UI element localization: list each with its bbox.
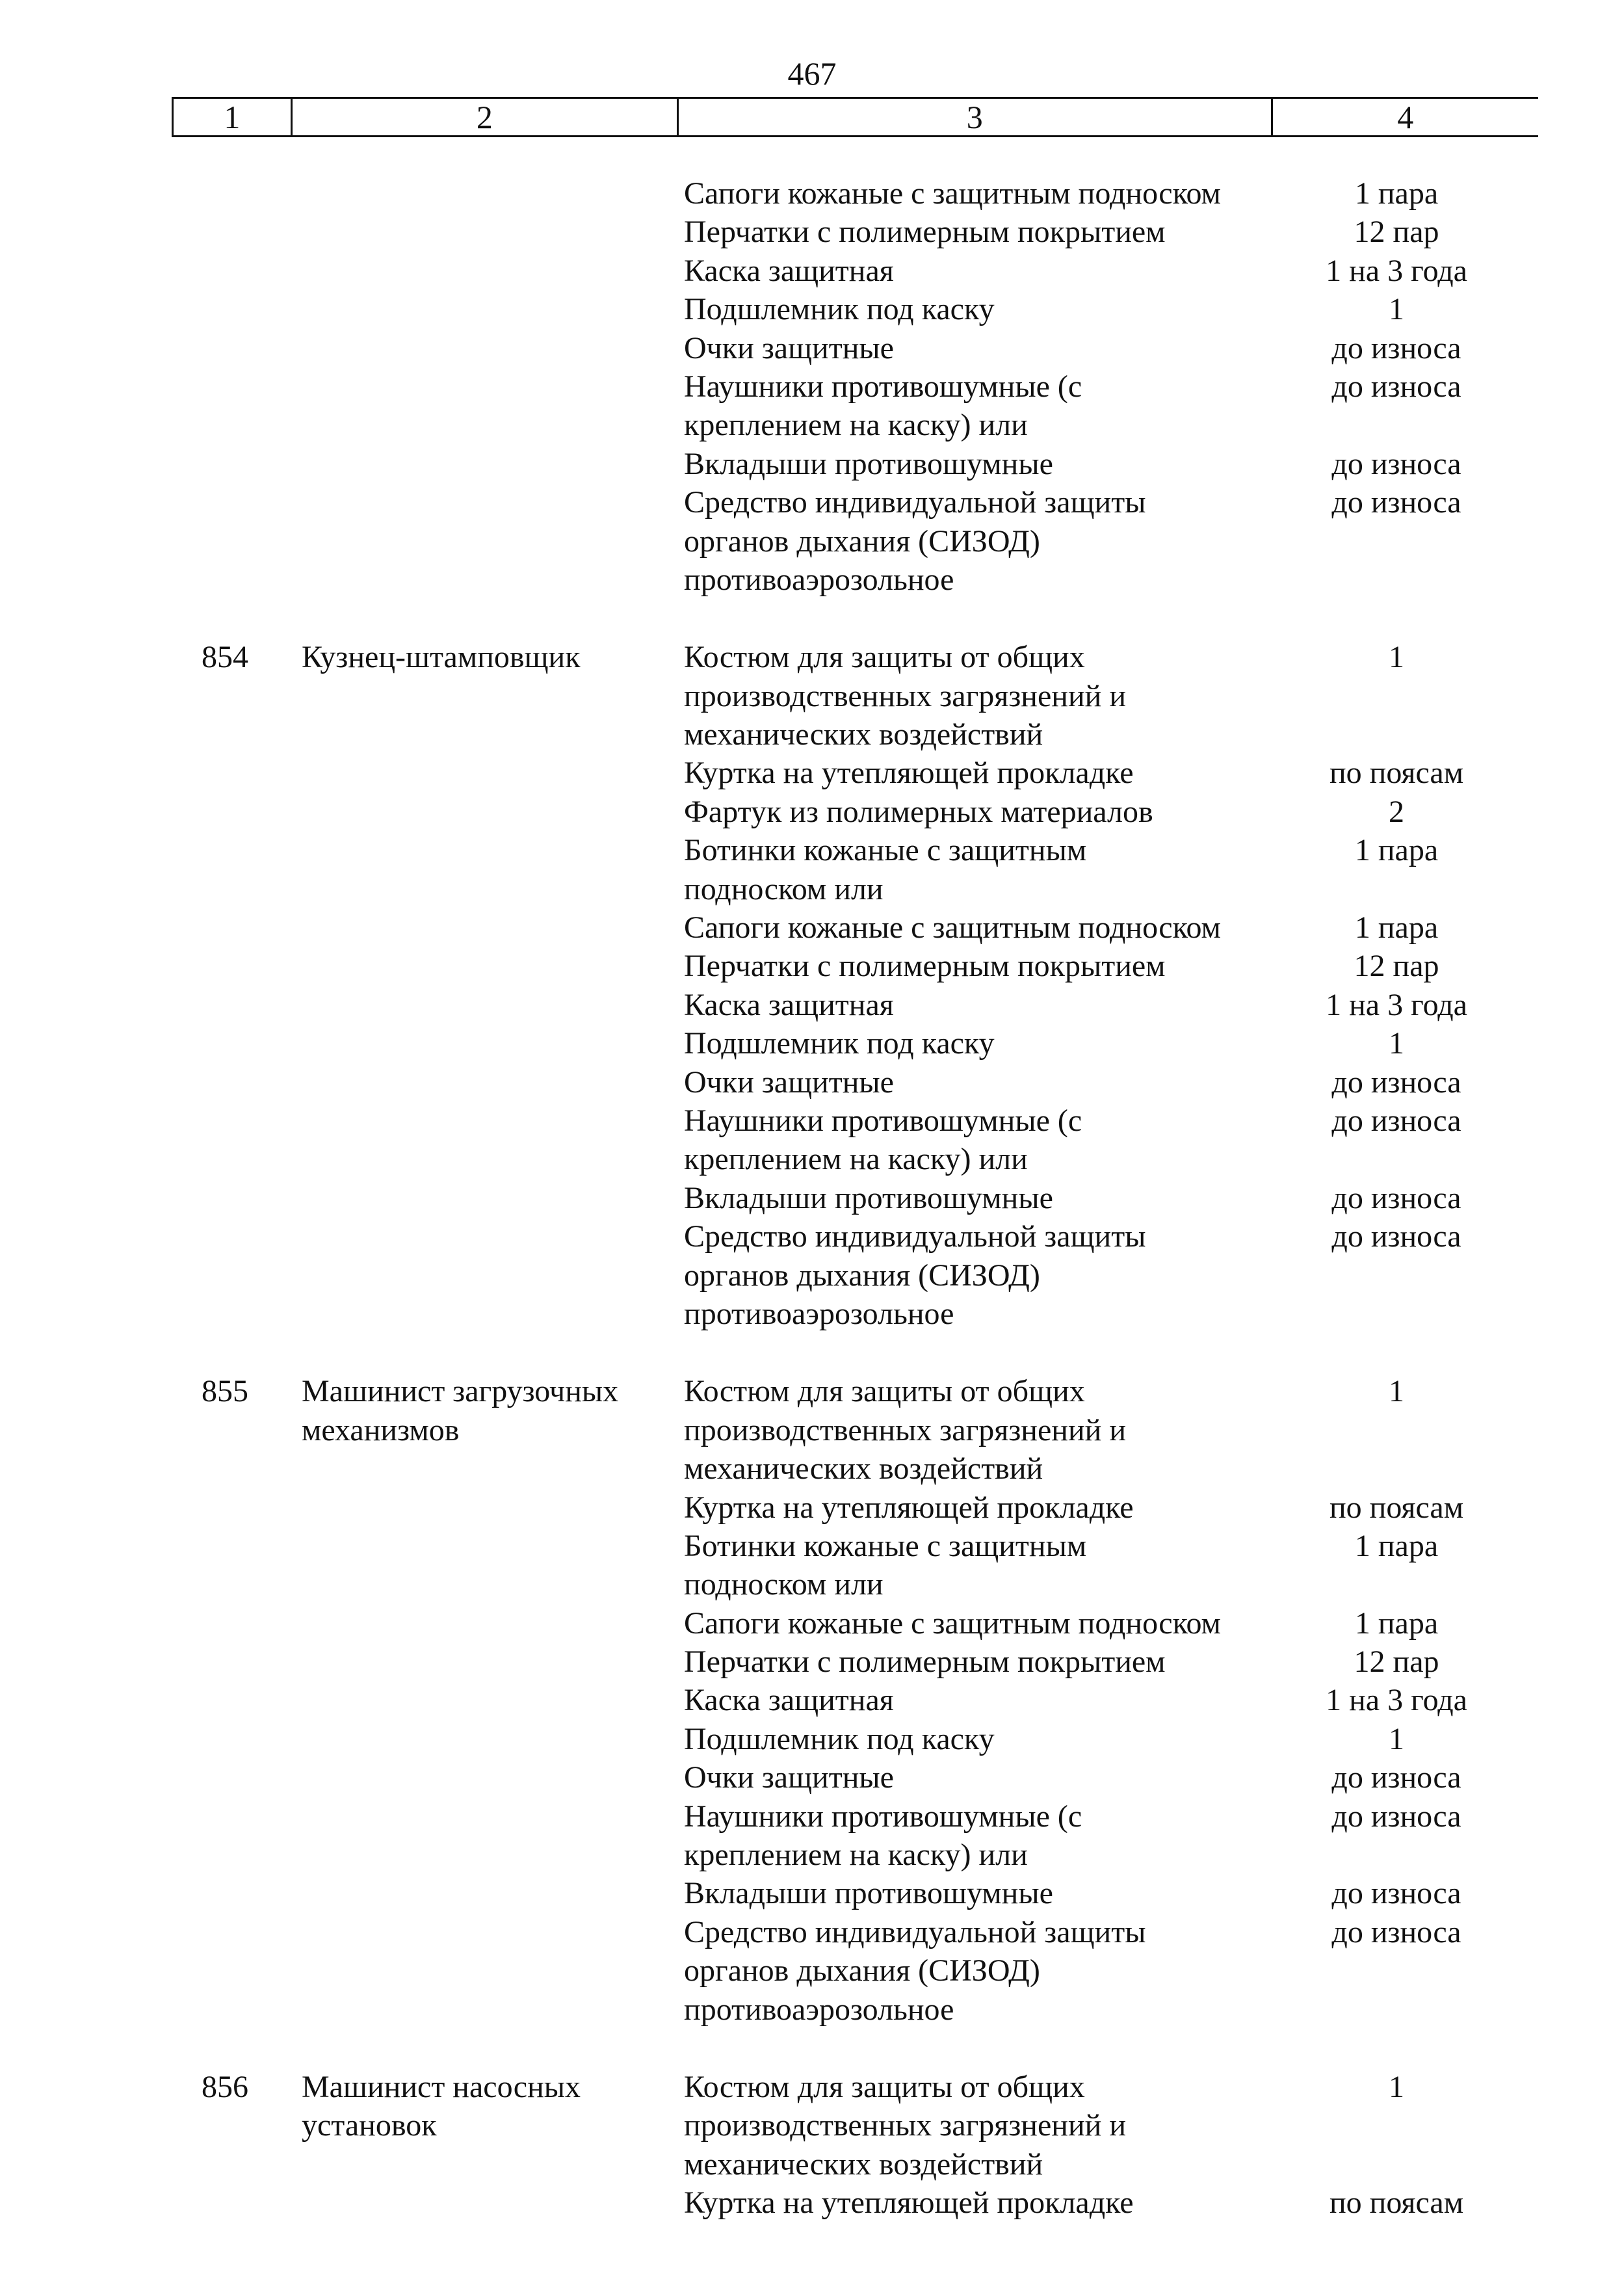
table-row xyxy=(0,1604,1624,1643)
item-name: креплением на каску) или xyxy=(684,1142,1028,1177)
table-row xyxy=(0,290,1624,328)
item-name: Костюм для защиты от общих xyxy=(684,1374,1085,1409)
table-row xyxy=(0,2145,1624,2184)
item-name: противоаэрозольное xyxy=(684,1992,954,2027)
norm-text: 1 xyxy=(1389,640,1404,675)
page-number: 467 xyxy=(787,55,837,92)
item-name: механических воздействий xyxy=(684,1451,1043,1486)
entry-number: 856 xyxy=(202,2069,248,2104)
table-row xyxy=(0,947,1624,985)
item-name: Каска защитная xyxy=(684,1683,894,1718)
norm-text: 12 пар xyxy=(1354,949,1439,984)
norm-text: 1 xyxy=(1389,1374,1404,1409)
profession-name: Кузнец-штамповщик xyxy=(302,640,581,675)
item-name: Каска защитная xyxy=(684,253,894,288)
table-row xyxy=(0,252,1624,290)
item-name: Вкладыши противошумные xyxy=(684,1876,1053,1911)
table-row xyxy=(0,406,1624,444)
table-row xyxy=(0,445,1624,483)
item-name: Ботинки кожаные с защитным xyxy=(684,833,1087,868)
norm-text: по поясам xyxy=(1329,2185,1464,2221)
table-row xyxy=(0,483,1624,521)
norm-text: 1 xyxy=(1389,1721,1404,1756)
table-row xyxy=(0,908,1624,947)
section-spacer xyxy=(0,1333,1624,1372)
table-row xyxy=(0,870,1624,908)
item-name: Наушники противошумные (с xyxy=(684,369,1082,404)
item-name: противоаэрозольное xyxy=(684,562,954,597)
table-row xyxy=(0,754,1624,792)
item-name: Подшлемник под каску xyxy=(684,1026,995,1061)
table-row xyxy=(0,986,1624,1024)
table-row xyxy=(0,1643,1624,1681)
item-name: подноском или xyxy=(684,1567,884,1602)
table-row xyxy=(0,1102,1624,1140)
column-header-1: 1 xyxy=(174,99,293,135)
table-row xyxy=(0,2184,1624,2222)
norm-text: до износа xyxy=(1331,1180,1461,1215)
norm-text: 1 xyxy=(1389,292,1404,327)
item-name: Перчатки с полимерным покрытием xyxy=(684,949,1166,984)
table-row xyxy=(0,213,1624,251)
norm-text: 1 на 3 года xyxy=(1326,987,1467,1022)
column-header-4: 4 xyxy=(1397,99,1414,135)
table-row xyxy=(0,522,1624,561)
norm-text: до износа xyxy=(1331,1914,1461,1949)
item-name: Сапоги кожаные с защитным подноском xyxy=(684,910,1221,945)
item-name: Средство индивидуальной защиты xyxy=(684,485,1146,520)
table-row xyxy=(0,1565,1624,1603)
norms-table-body xyxy=(0,174,1624,2223)
item-name: Очки защитные xyxy=(684,1064,894,1100)
entry-number: 855 xyxy=(202,1374,248,1409)
item-name: Вкладыши противошумные xyxy=(684,446,1053,481)
table-row xyxy=(0,329,1624,367)
table-row xyxy=(0,638,1624,676)
item-name: Средство индивидуальной защиты xyxy=(684,1914,1146,1949)
norm-text: до износа xyxy=(1331,1799,1461,1834)
item-name: противоаэрозольное xyxy=(684,1296,954,1331)
item-name: Каска защитная xyxy=(684,987,894,1022)
item-name: Сапоги кожаные с защитным подноском xyxy=(684,176,1221,211)
norm-text: до износа xyxy=(1331,1760,1461,1795)
item-name: Наушники противошумные (с xyxy=(684,1103,1082,1138)
table-row xyxy=(0,1681,1624,1719)
table-row xyxy=(0,1217,1624,1256)
table-row xyxy=(0,1256,1624,1295)
table-row xyxy=(0,1527,1624,1565)
table-row xyxy=(0,1295,1624,1333)
norm-text: 1 пара xyxy=(1354,833,1439,868)
item-name: Перчатки с полимерным покрытием xyxy=(684,1644,1166,1680)
norm-text: 1 xyxy=(1389,2069,1404,2104)
profession-name: Машинист насосных xyxy=(302,2069,581,2104)
norm-text: 12 пар xyxy=(1354,1644,1439,1680)
norm-text: 1 на 3 года xyxy=(1326,253,1467,288)
norm-text: до износа xyxy=(1331,446,1461,481)
item-name: органов дыхания (СИЗОД) xyxy=(684,523,1040,559)
item-name: Куртка на утепляющей прокладке xyxy=(684,1490,1134,1525)
item-name: органов дыхания (СИЗОД) xyxy=(684,1258,1040,1293)
norm-text: 1 пара xyxy=(1354,910,1439,945)
norm-text: до износа xyxy=(1331,369,1461,404)
item-name: Очки защитные xyxy=(684,330,894,365)
table-row xyxy=(0,561,1624,599)
table-row xyxy=(0,1836,1624,1874)
item-name: Фартук из полимерных материалов xyxy=(684,794,1153,829)
table-row xyxy=(0,1913,1624,1951)
table-row xyxy=(0,2106,1624,2144)
column-header-3: 3 xyxy=(679,99,1273,135)
table-row xyxy=(0,1179,1624,1217)
item-name: Костюм для защиты от общих xyxy=(684,2069,1085,2104)
item-name: Подшлемник под каску xyxy=(684,1721,995,1756)
norm-text: до износа xyxy=(1331,330,1461,365)
norm-text: 12 пар xyxy=(1354,215,1439,250)
norm-text: по поясам xyxy=(1329,756,1464,791)
entry-number: 854 xyxy=(202,640,248,675)
norm-text: 1 xyxy=(1389,1026,1404,1061)
profession-name: Машинист загрузочных xyxy=(302,1374,619,1409)
norm-text: 2 xyxy=(1389,794,1404,829)
profession-name: установок xyxy=(302,2108,437,2143)
item-name: Куртка на утепляющей прокладке xyxy=(684,756,1134,791)
table-row xyxy=(0,1411,1624,1449)
section-spacer xyxy=(0,2029,1624,2068)
table-row xyxy=(0,1951,1624,1990)
norm-text: до износа xyxy=(1331,1219,1461,1254)
table-row xyxy=(0,1874,1624,1912)
item-name: производственных загрязнений и xyxy=(684,2108,1127,2143)
norm-text: до износа xyxy=(1331,1876,1461,1911)
item-name: механических воздействий xyxy=(684,2146,1043,2182)
item-name: Средство индивидуальной защиты xyxy=(684,1219,1146,1254)
norm-text: 1 пара xyxy=(1354,1528,1439,1563)
table-row xyxy=(0,1372,1624,1410)
item-name: Наушники противошумные (с xyxy=(684,1799,1082,1834)
item-name: Очки защитные xyxy=(684,1760,894,1795)
profession-name: механизмов xyxy=(302,1412,460,1447)
item-name: механических воздействий xyxy=(684,717,1043,752)
norm-text: 1 пара xyxy=(1354,1605,1439,1641)
item-name: креплением на каску) или xyxy=(684,1838,1028,1873)
item-name: производственных загрязнений и xyxy=(684,678,1127,713)
table-row xyxy=(0,174,1624,213)
item-name: производственных загрязнений и xyxy=(684,1412,1127,1447)
norm-text: 1 на 3 года xyxy=(1326,1683,1467,1718)
item-name: креплением на каску) или xyxy=(684,408,1028,443)
item-name: Подшлемник под каску xyxy=(684,292,995,327)
norm-text: до износа xyxy=(1331,485,1461,520)
item-name: Костюм для защиты от общих xyxy=(684,640,1085,675)
table-row xyxy=(0,715,1624,754)
table-row xyxy=(0,677,1624,715)
table-row xyxy=(0,2068,1624,2106)
item-name: Перчатки с полимерным покрытием xyxy=(684,215,1166,250)
table-row xyxy=(0,793,1624,831)
table-row xyxy=(0,1797,1624,1836)
section-spacer xyxy=(0,599,1624,638)
item-name: Ботинки кожаные с защитным xyxy=(684,1528,1087,1563)
norm-text: 1 пара xyxy=(1354,176,1439,211)
item-name: Сапоги кожаные с защитным подноском xyxy=(684,1605,1221,1641)
table-row xyxy=(0,367,1624,406)
table-row xyxy=(0,1024,1624,1062)
norm-text: до износа xyxy=(1331,1064,1461,1100)
column-header-2: 2 xyxy=(293,99,679,135)
item-name: подноском или xyxy=(684,871,884,906)
table-row xyxy=(0,1063,1624,1102)
item-name: Куртка на утепляющей прокладке xyxy=(684,2185,1134,2221)
table-row xyxy=(0,1140,1624,1178)
table-row xyxy=(0,831,1624,869)
norm-text: по поясам xyxy=(1329,1490,1464,1525)
table-row xyxy=(0,1488,1624,1527)
table-row xyxy=(0,1990,1624,2029)
table-row xyxy=(0,1758,1624,1797)
item-name: Вкладыши противошумные xyxy=(684,1180,1053,1215)
item-name: органов дыхания (СИЗОД) xyxy=(684,1953,1040,1988)
norm-text: до износа xyxy=(1331,1103,1461,1138)
table-row xyxy=(0,1720,1624,1758)
table-row xyxy=(0,1449,1624,1488)
column-header-row xyxy=(172,97,1538,137)
